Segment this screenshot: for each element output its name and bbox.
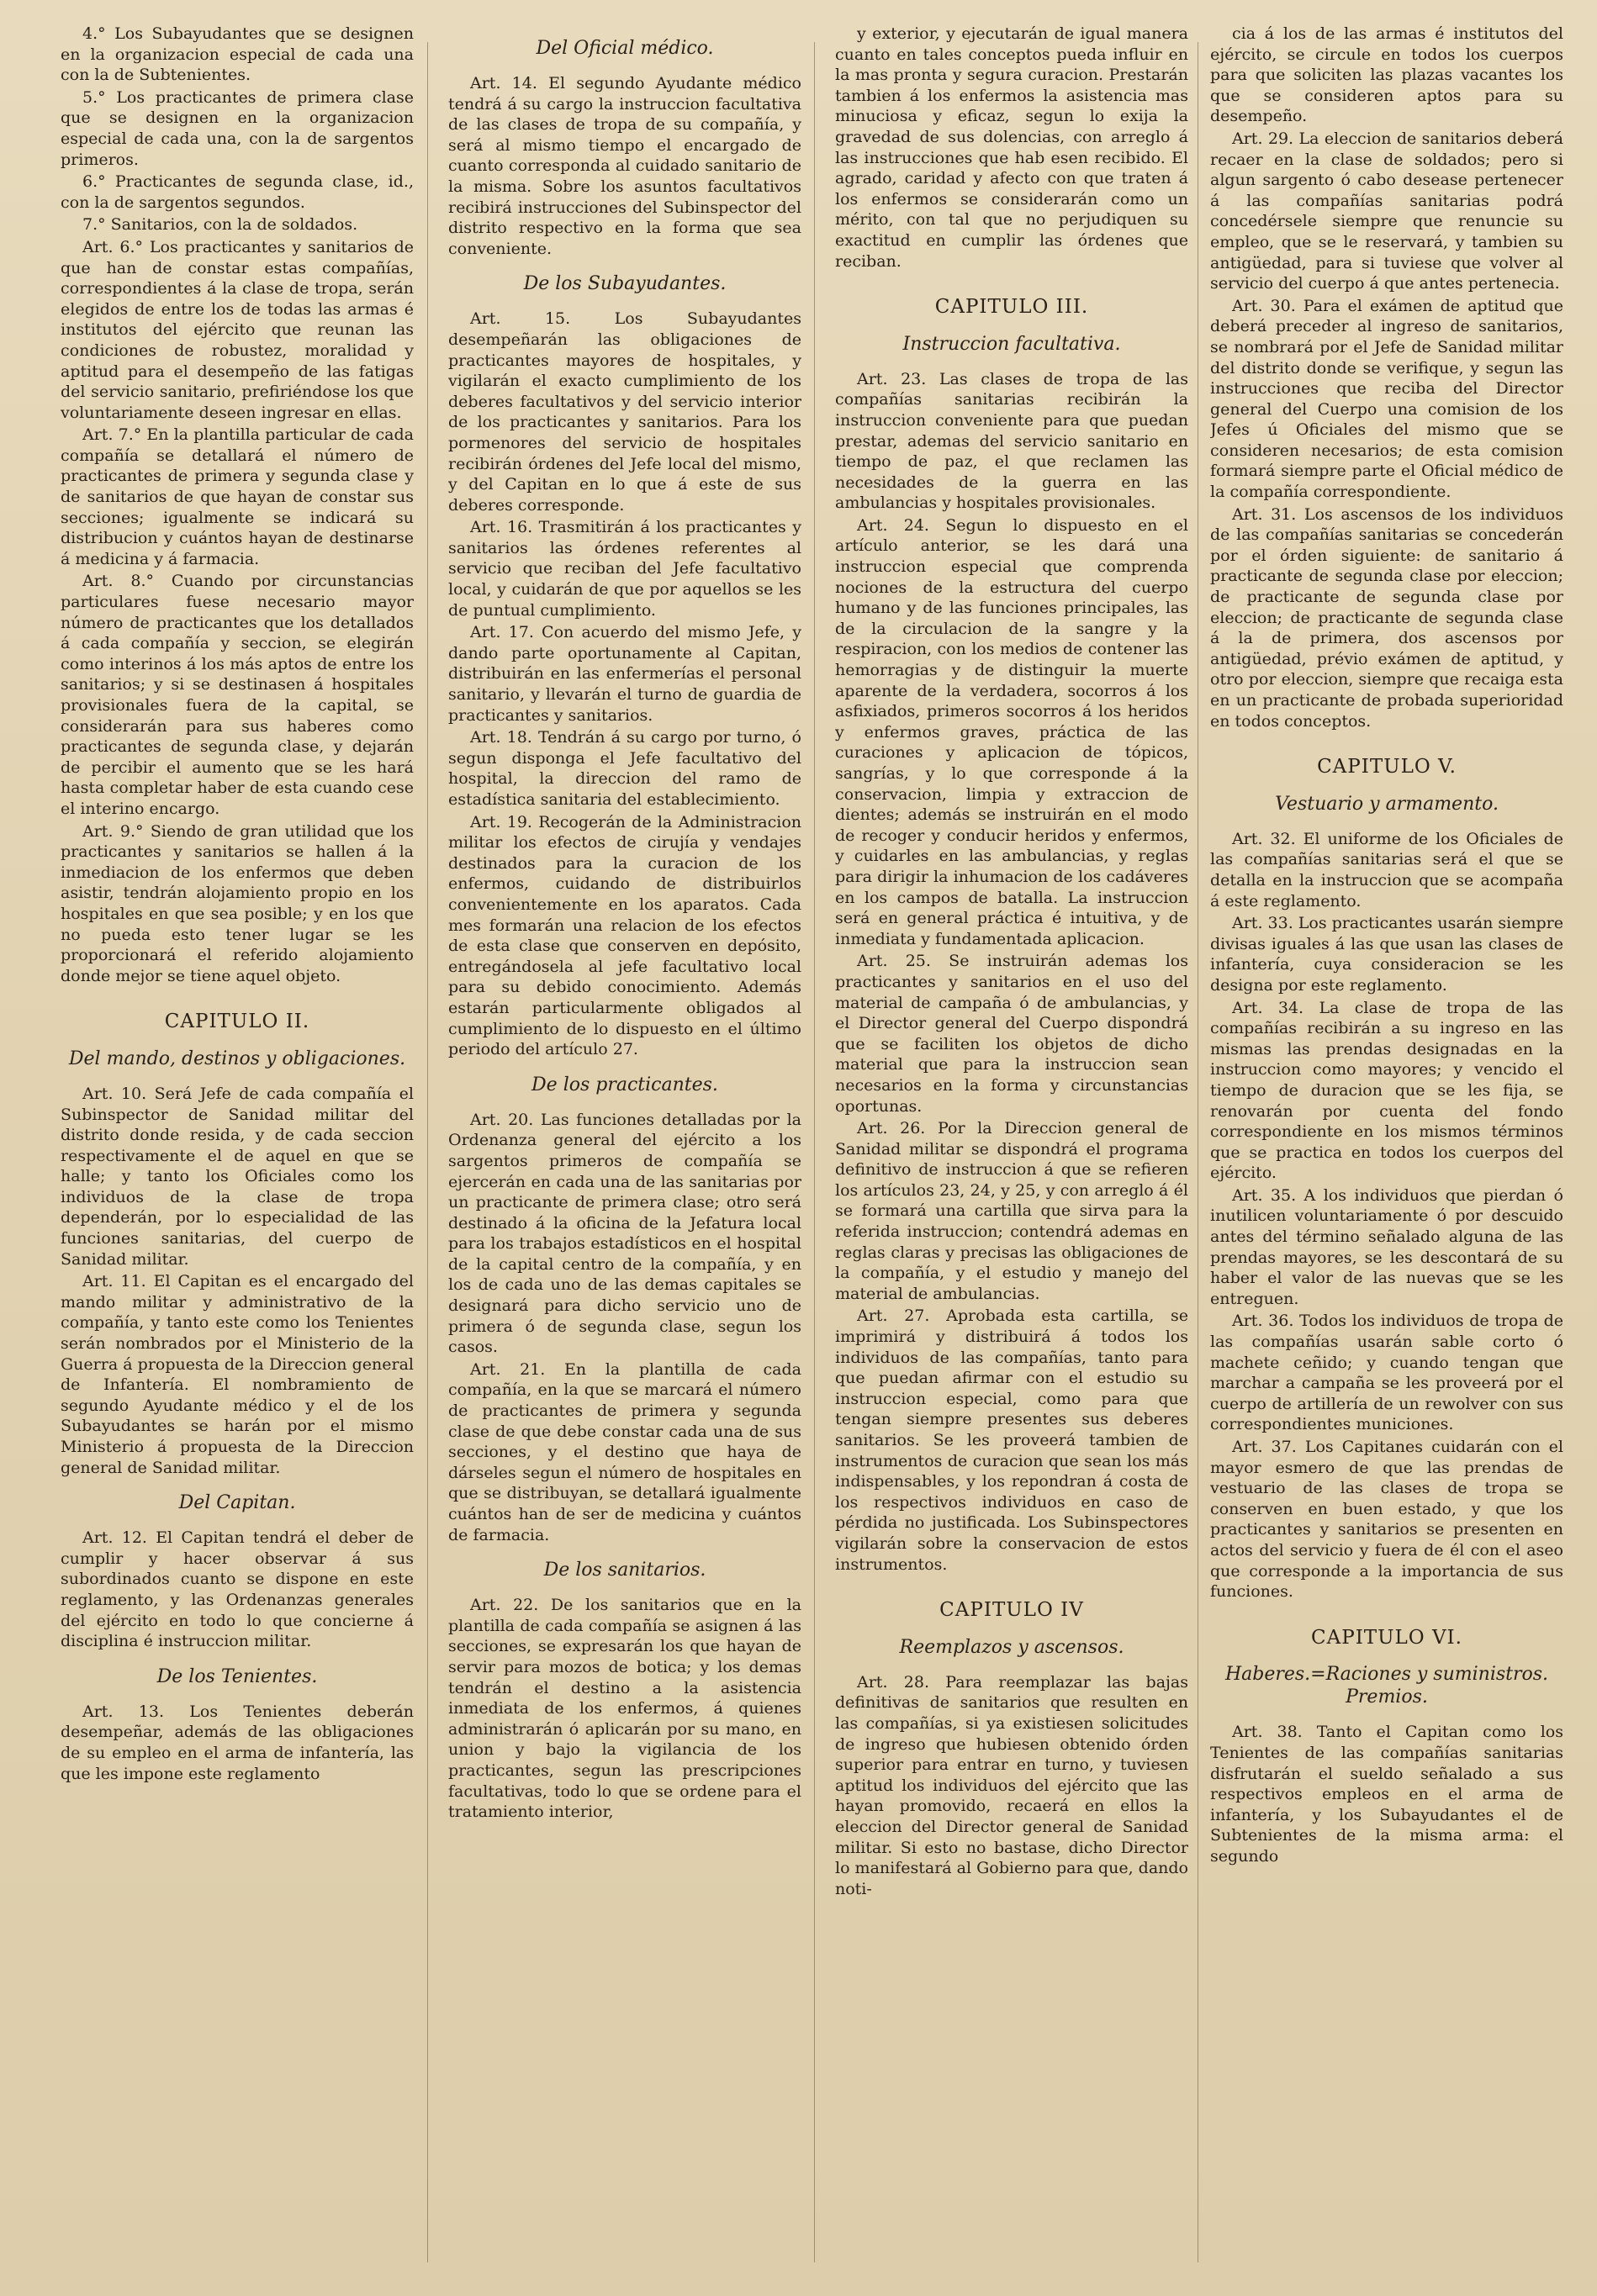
section-heading: Del Capitan. [178,1492,296,1514]
column-rule [427,42,428,2262]
column-rule [814,42,815,2262]
paragraph: Art. 21. En la plantilla de cada compañía, en la que se marcará el número de practicantes de primera y segunda clase de que debe constar cada una de sus secciones, y el destino que haya de dárseles segun el número de hospitales en que se distribuyan, se detallará igualmente cuántos han de ser de medicina y cuántos de farmacia. [448,1359,801,1544]
text-column-1 [61,24,414,2271]
paragraph: 7.° Sanitarios, con la de soldados. [82,215,358,235]
paragraph: Art. 35. A los individuos que pierdan ó inutilicen voluntariamente ó por descuido antes del término señalado alguna de las prendas mayores, se les descontará de su haber el valor de las nuevas que se les entreguen. [1210,1185,1563,1308]
paragraph: Art. 26. Por la Direccion general de Sanidad militar se dispondrá el programa definitivo de instruccion á que se refieren los artículos 23, 24, y 25, y con arreglo á él se formará una cartilla que sirva para la referida instruccion; contendrá ademas en reglas claras y precisas las obligaciones de la compañía, y el estudio y manejo del material de ambulancias. [835,1119,1188,1303]
paragraph: Art. 32. El uniforme de los Oficiales de las compañías sanitarias será el que se detalla en la instruccion que se acompaña á este reglamento. [1210,829,1563,910]
text-column-2 [448,24,801,2271]
section-heading: De los practicantes. [531,1074,718,1095]
paragraph: 4.° Los Subayudantes que se designen en la organizacion especial de cada una con la de Subtenientes. [61,24,414,85]
paragraph: Art. 30. Para el exámen de aptitud que deberá preceder al ingreso de sanitarios, se nombrará por el Jefe de Sanidad militar del distrito donde se verifique, y segun las instrucciones que reciba del Director general del Cuerpo una comision de los Jefes ú Oficiales del mismo que se consideren necesarios; de esta comision formará siempre parte el Oficial médico de la compañía correspondiente. [1210,296,1563,502]
section-heading: Haberes.=Raciones y suministros. Premios. [1224,1664,1549,1708]
paragraph: Art. 12. El Capitan tendrá el deber de cumplir y hacer observar á sus subordinados cuanto se dispone en este reglamento, y las Ordenanzas generales del ejército en todo lo que concierne á disciplina é instruccion militar. [61,1528,414,1651]
paragraph: Art. 31. Los ascensos de los individuos de las compañías sanitarias se concederán por el órden siguiente: de sanitario á practicante de segunda clase por eleccion; de practicante de segunda clase por eleccion; de practicante de segunda clase á la de primera, dos ascensos por antigüedad, prévio exámen de aptitud, y otro por eleccion, siempre que recaiga esta en un practicante de probada superioridad en todos conceptos. [1210,504,1563,731]
chapter-heading: CAPITULO VI. [1311,1626,1462,1649]
section-heading: De los Tenientes. [156,1665,318,1687]
section-heading: Del mando, destinos y obligaciones. [68,1048,406,1069]
paragraph: Art. 34. La clase de tropa de las compañías recibirán a su ingreso en las mismas las prendas designadas en la instruccion como mayores; y vencido el tiempo de duracion que se les fija, se renovarán por cuenta del fondo correspondiente en los mismos términos que se practica en todos los cuerpos del ejército. [1210,998,1563,1183]
paragraph: Art. 18. Tendrán á su cargo por turno, ó segun disponga el Jefe facultativo del hospital, la direccion del ramo de estadística sanitaria del establecimiento. [448,728,801,809]
paragraph: Art. 8.° Cuando por circunstancias particulares fuese necesario mayor número de practicantes que los detallados á cada compañía y seccion, se elegirán como interinos á los más aptos de entre los sanitarios; y si se destinasen á hospitales provisionales fuera de la capital, se considerarán para sus haberes como practicantes de segunda clase, y dejarán de percibir el aumento que se les hará hasta completar haber de esta cuando cese el interino encargo. [61,572,414,818]
paragraph: Art. 20. Las funciones detalladas por la Ordenanza general del ejército a los sargentos primeros de compañía se ejercerán en cada una de las sanitarias por un practicante de primera clase; otro será destinado á la oficina de la Jefatura local para los trabajos estadísticos en el hospital de la capital centro de la compañía, y en los de cada uno de las demas capitales se designará para dicho servicio uno de primera ó de segunda clase, segun los casos. [448,1110,801,1357]
text-column-4 [1210,24,1563,2271]
paragraph: Art. 33. Los practicantes usarán siempre divisas iguales á las que usan las clases de infantería, cuya consideracion se les designa por este reglamento. [1210,914,1563,995]
paragraph: Art. 19. Recogerán de la Administracion militar los efectos de cirujía y vendajes destinados para la curacion de los enfermos, cuidando de distribuirlos convenientemente en los aparatos. Cada mes formarán una relacion de los efectos de esta clase que conserven en depósito, entregándosela al jefe facultativo local para su debido conocimiento. Además estarán particularmente obligados al cumplimiento de lo dispuesto en el último periodo del artículo 27. [448,812,801,1059]
paragraph: Art. 23. Las clases de tropa de las compañías sanitarias recibirán la instruccion conveniente para que puedan prestar, ademas del servicio sanitario en tiempo de paz, el que reclamen las necesidades de la guerra en las ambulancias y hospitales provisionales. [835,369,1188,513]
section-heading: Vestuario y armamento. [1275,793,1499,815]
paragraph: Art. 36. Todos los individuos de tropa de las compañías usarán sable corto ó machete ceñido; y cuando tengan que marchar a campaña se les proveerá por el cuerpo de artillería de un rewolver con sus correspondientes municiones. [1210,1312,1563,1434]
paragraph: Art. 24. Segun lo dispuesto en el artículo anterior, se les dará una instruccion especial que comprenda nociones de la estructura del cuerpo humano y de las funciones principales, las de la circulacion de la sangre y la respiracion, con los medios de contener las hemorragias y de distinguir la muerte aparente de la verdadera, socorros á los asfixiados, primeros socorros á los heridos y enfermos graves, práctica de las curaciones y aplicacion de tópicos, sangrías, y lo que corresponde á la conservacion, limpia y extraccion de dientes; además se instruirán en el modo de recoger y conducir heridos y enfermos, y cuidarles en las ambulancias, y reglas para dirigir la inhumacion de los cadáveres en los campos de batalla. La instruccion será en general práctica é intuitiva, y de inmediata y fundamentada aplicacion. [835,515,1188,948]
section-heading: Reemplazos y ascensos. [899,1636,1124,1658]
paragraph: Art. 25. Se instruirán ademas los practicantes y sanitarios en el uso del material de campaña ó de ambulancias, y el Director general del Cuerpo dispondrá que se faciliten los objetos de dicho material que para la instruccion sean necesarios en la forma y circunstancias oportunas. [835,952,1188,1116]
chapter-heading: CAPITULO II. [164,1011,310,1033]
paragraph: cia á los de las armas é institutos del ejército, se circule en todos los cuerpos para que soliciten las plazas vacantes los que se consideren aptos para su desempeño. [1210,24,1563,126]
paragraph: Art. 22. De los sanitarios que en la plantilla de cada compañía se asignen á las secciones, se expresarán los que hayan de servir para mozos de botica; y los demas tendrán el destino a la asistencia inmediata de los enfermos, á quienes administrarán ó aplicarán por su mano, en union y bajo la vigilancia de los practicantes, segun las prescripciones facultativas, todo lo que se ordene para el tratamiento interior, [448,1596,801,1822]
paragraph: Art. 10. Será Jefe de cada compañía el Subinspector de Sanidad militar del distrito donde resida, y de cada seccion respectivamente el de aquel en que se halle; y tanto los Oficiales como los individuos de la clase de tropa dependerán, por lo especialidad de las funciones sanitarias, del cuerpo de Sanidad militar. [61,1084,414,1269]
paragraph: Art. 7.° En la plantilla particular de cada compañía se detallará el número de practicantes de primera y segunda clase y de sanitarios de que hayan de constar sus secciones; igualmente se indicará su distribucion y cuántos hayan de destinarse á medicina y á farmacia. [61,425,414,568]
section-heading: Del Oficial médico. [536,38,714,59]
paragraph: Art. 29. La eleccion de sanitarios deberá recaer en la clase de soldados; pero si algun sargento ó cabo desease pertenecer á las compañías sanitarias podrá concedérsele siempre que renuncie su empleo, que se le reservará, y tambien su antigüedad, para si tuviese que volver al servicio del cuerpo á que antes pertenecia. [1210,129,1563,293]
paragraph: Art. 6.° Los practicantes y sanitarios de que han de constar estas compañías, correspondientes á la clase de tropa, serán elegidos de entre los de todas las armas é institutos del ejército que reunan las condiciones de robustez, moralidad y aptitud para el desempeño de las fatigas del servicio sanitario, prefiriéndose los que voluntariamente deseen ingresar en ellas. [61,237,414,422]
paragraph: Art. 27. Aprobada esta cartilla, se imprimirá y distribuirá á todos los individuos de las compañías, tanto para que puedan afirmar con el estudio su instruccion especial, como para que tengan siempre presentes sus deberes sanitarios. Se les proveerá tambien de instrumentos de curacion que sean los más indispensables, y los repondran á costa de los respectivos individuos en caso de pérdida no justificada. Los Subinspectores vigilarán sobre la conservacion de estos instrumentos. [835,1306,1188,1574]
paragraph: Art. 38. Tanto el Capitan como los Tenientes de las compañías sanitarias disfrutarán el sueldo señalado a sus respectivos empleos en el arma de infantería, y los Subayudantes el de Subtenientes de la misma arma: el segundo [1210,1723,1563,1866]
paragraph: y exterior, y ejecutarán de igual manera cuanto en tales conceptos pueda influir en la mas pronta y segura curacion. Prestarán tambien á los enfermos la asistencia mas minuciosa y eficaz, segun lo exija la gravedad de sus dolencias, con arreglo á las instrucciones que hab esen recibido. El agrado, caridad y afecto con que traten á los enfermos se considerarán como un mérito, con tal que no perjudiquen su exactitud en cumplir las órdenes que reciban. [835,24,1188,271]
paragraph: 6.° Practicantes de segunda clase, id., con la de sargentos segundos. [61,172,414,212]
chapter-heading: CAPITULO V. [1317,756,1457,779]
text-column-3 [835,24,1188,2271]
paragraph: 5.° Los practicantes de primera clase que se designen en la organizacion especial de cada una, con la de sargentos primeros. [61,87,414,169]
paragraph: Art. 11. El Capitan es el encargado del mando militar y administrativo de la compañía, y tanto este como los Tenientes serán nombrados por el Ministerio de la Guerra á propuesta de la Direccion general de Infantería. El nombramiento de segundo Ayudante médico y el de los Subayudantes se harán por el mismo Ministerio á propuesta de la Direccion general de Sanidad militar. [61,1272,414,1477]
paragraph: Art. 14. El segundo Ayudante médico tendrá á su cargo la instruccion facultativa de las clases de tropa de su compañía, y será al mismo tiempo el encargado de cuanto corresponda al cuidado sanitario de la misma. Sobre los asuntos facultativos recibirá instrucciones del Subinspector del distrito respectivo en la forma que sea conveniente. [448,74,801,258]
section-heading: De los sanitarios. [543,1560,706,1581]
paragraph: Art. 37. Los Capitanes cuidarán con el mayor esmero de que las prendas de vestuario de las clases de tropa se conserven en buen estado, y que los practicantes y sanitarios se presenten en actos del servicio y fuera de él con el aseo que corresponde a la importancia de sus funciones. [1210,1438,1563,1602]
chapter-heading: CAPITULO IV [939,1599,1084,1622]
paragraph: Art. 17. Con acuerdo del mismo Jefe, y dando parte oportunamente al Capitan, distribuirán en las enfermerías el personal sanitario, y llevarán el turno de guardia de practicantes y sanitarios. [448,623,801,725]
paragraph: Art. 13. Los Tenientes deberán desempeñar, además de las obligaciones de su empleo en el arma de infantería, las que les impone este reglamento [61,1702,414,1783]
paragraph: Art. 15. Los Subayudantes desempeñarán las obligaciones de practicantes mayores de hospitales, y vigilarán el exacto cumplimiento de los deberes facultativos y del servicio interior de los practicantes y sanitarios. Para los pormenores del servicio de hospitales recibirán órdenes del Jefe local del mismo, y del Capitan en lo que á este de sus deberes corresponde. [448,309,801,515]
paragraph: Art. 16. Trasmitirán á los practicantes y sanitarios las órdenes referentes al servicio que reciban del Jefe facultativo local, y cuidarán de que por aquellos se les de puntual cumplimiento. [448,518,801,620]
paragraph: Art. 9.° Siendo de gran utilidad que los practicantes y sanitarios se hallen á la inmediacion de los enfermos que deben asistir, tendrán alojamiento propio en los hospitales en que sea posible; y en los que no pueda esto tener lugar se les proporcionará el referido alojamiento donde mejor se tiene aquel objeto. [61,821,414,985]
chapter-heading: CAPITULO III. [934,296,1089,319]
section-heading: De los Subayudantes. [523,273,727,295]
section-heading: Instruccion facultativa. [902,333,1121,355]
paragraph: Art. 28. Para reemplazar las bajas definitivas de sanitarios que resulten en las compañías, si ya existiesen solicitudes de ingreso que hubiesen obtenido órden superior para entrar en turno, y tuviesen aptitud los individuos del ejército que las hayan promovido, recaerá en ellos la eleccion del Director general de Sanidad militar. Si esto no bastase, dicho Director lo manifestará al Gobierno para que, dando noti- [835,1672,1188,1898]
